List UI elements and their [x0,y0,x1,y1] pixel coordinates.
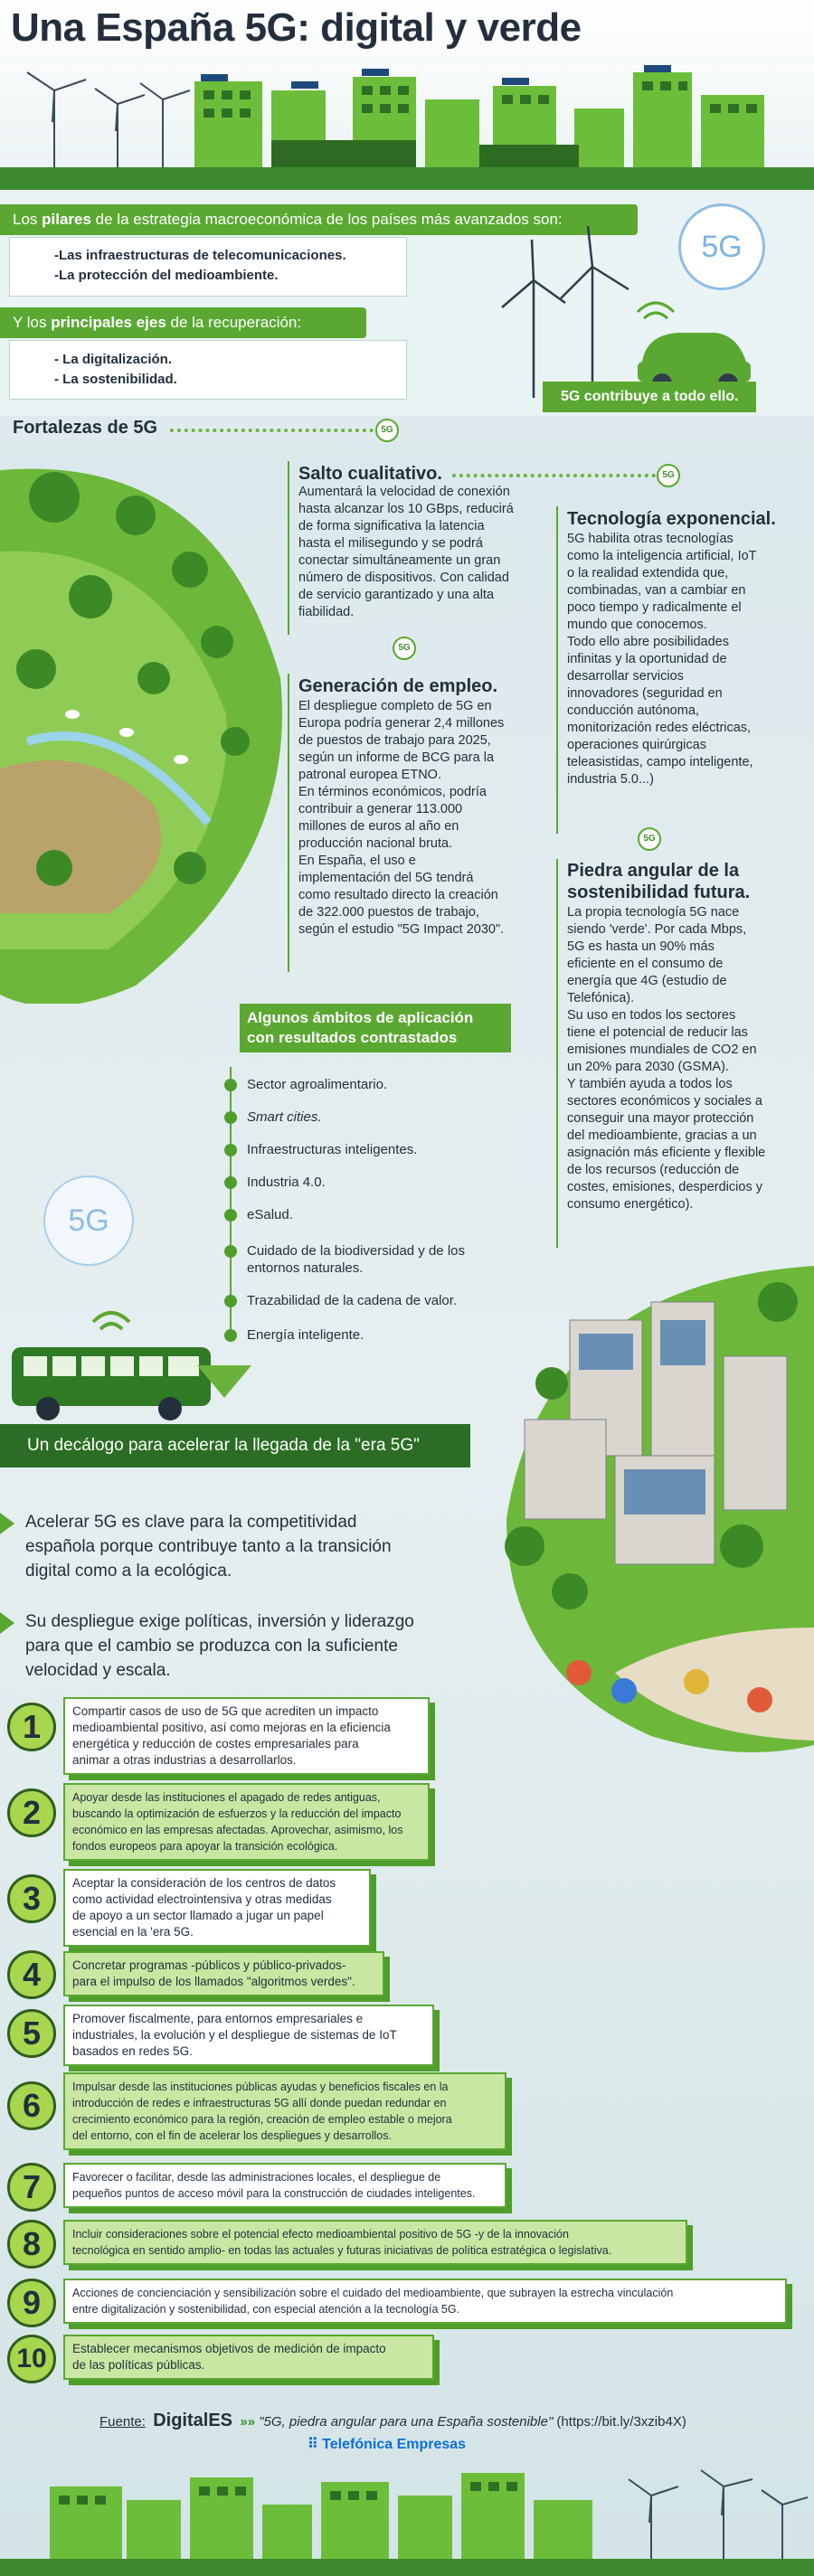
bullet-dot-icon [224,1144,237,1156]
section-text: La propia tecnología 5G nace siendo 'verde'. Por cada Mbps, 5G es hasta un 90% más eficiente en el consumo de energía que 4G (estudio de Telefónica). Su uso en todos los sectores tiene el potencial de reducir las emisiones mundiales de CO2 en un 20% para 2030 (GSMA). Y también ayuda a todos los sectores económicos y sociales a conseguir una mayor protección del medioambiente, gracias a un asignación más eficiente y flexible de los recursos (reducción de costes, emisiones, desperdicios y consumo energético). [567,905,766,1212]
page-title: Una España 5G: digital y verde [11,5,582,50]
section-text: 5G habilita otras tecnologías como la inteligencia artificial, IoT o la realidad extendida que, combinadas, van a cambiar en poco tiempo y radicalmente el mundo que conocemos. Todo ello abre posibilidades infinitas y la oportunidad de desarrollar servicios innovadores (seguridad en conducción autónoma, monitorización redes eléctricas, operaciones quirúrgicas teleasistidas, campo inteligente, industria 5.0...) [567,532,757,787]
dotted-connector [170,429,374,432]
section-title: Piedra angular de la sostenibilidad futura. [567,861,751,902]
pillars-list [54,246,346,286]
section-text: Aumentará la velocidad de conexión hasta alcanzar los 10 GBps, reducirá de forma significativa la latencia hasta el milisegundo y se podrá conectar simultáneamente un gran número de dispositivos. Con calidad de servicio garantizado y una alta fiabilidad. [298,485,514,619]
item-number: 7 [7,2163,56,2212]
triangle-marker-icon [0,1612,14,1634]
decalogo-title: Un decálogo para acelerar la llegada de la "era 5G" [27,1436,420,1455]
decalogo-item: Acciones de concienciación y sensibilización sobre el cuidado del medioambiente, que subrayen la estrecha vinculación entre digitalización y sostenibilidad, con especial atención a la tecnología 5G. [63,2279,787,2324]
item-number: 1 [7,1703,56,1751]
ambito-item: Energía inteligente. [247,1327,364,1343]
green-city-illustration [0,2459,814,2576]
ambito-item: Industria 4.0. [247,1175,326,1190]
item-number: 3 [7,1874,56,1923]
key-point: Su despliegue exige políticas, inversión y liderazgo para que el cambio se produzca con la suficiente velocidad y escala. [25,1612,414,1680]
section-divider [556,506,558,834]
green-planet-illustration [0,443,298,1004]
double-arrow-icon: »» [240,2414,256,2430]
decalogo-item: Establecer mecanismos objetivos de medición de impacto de las políticas públicas. [63,2335,434,2380]
decalogo-item: Apoyar desde las instituciones el apagado de redes antiguas, buscando la optimización de esfuerzos y la reducción del impacto económico en las empresas afectadas. Aprovechar, asimismo, los fondos europeos para apoyar la transición ecológica. [63,1783,430,1861]
section-divider [288,674,289,972]
5g-dot-icon: 5G [375,419,399,442]
pillar-item: -La protección del medioambiente. [54,268,279,283]
source-label: Fuente: [99,2414,146,2430]
5g-dot-icon: 5G [638,827,661,851]
item-number: 5 [7,2009,56,2058]
source-link[interactable]: (https://bit.ly/3xzib4X) [553,2414,686,2430]
section-title: Tecnología exponencial. [567,509,776,529]
section-title: Salto cualitativo. [298,464,442,484]
source-brand: DigitalES [153,2411,233,2430]
ambito-item: eSalud. [247,1207,293,1222]
decalogo-item: Compartir casos de uso de 5G que acrediten un impacto medioambiental positivo, así como mejoras en la eficiencia energética y reducción de costes empresariales para animar a otras industrias a desarrollarlos. [63,1697,430,1775]
ambito-item: Trazabilidad de la cadena de valor. [247,1293,458,1308]
source-line [99,2411,686,2431]
item-number: 9 [7,2279,56,2327]
telefonica-logo: ⠿ Telefónica Empresas [308,2437,467,2452]
item-number: 4 [7,1950,56,1999]
bullet-dot-icon [224,1245,237,1258]
green-bus-illustration [7,1302,215,1429]
axes-list [54,350,177,390]
5g-badge-icon: 5G [678,203,765,290]
ambito-item: Infraestructuras inteligentes. [247,1142,418,1157]
fortalezas-title: Fortalezas de 5G [13,418,158,438]
bullet-dot-icon [224,1111,237,1124]
section-text: El despliegue completo de 5G en Europa podría generar 2,4 millones de puestos de trabajo para 2025, según un informe de BCG para la patronal europea ETNO. En términos económicos, podría contribuir a generar 113.000 millones de euros al año en producción nacional bruta. En España, el uso e implementación del 5G tendrá como resultado directo la creación de 322.000 puestos de trabajo, según el estudio "5G Impact 2030". [298,699,505,937]
pillar-item: -Las infraestructuras de telecomunicaciones. [54,248,346,263]
source-title[interactable]: "5G, piedra angular para una España sostenible" [259,2414,554,2430]
intro-panel [0,190,814,416]
ambito-item: Smart cities. [247,1109,322,1125]
decalogo-item: Impulsar desde las instituciones públicas ayudas y beneficios fiscales en la introducción de redes e infraestructuras 5G allí donde puedan redundar en crecimiento económico para la región, creación de empleo estable o mejora del entorno, con el fin de acelerar los despliegues y desarrollos. [63,2072,506,2150]
ambito-item: Cuidado de la biodiversidad y de los entornos naturales. [247,1243,465,1276]
item-number: 10 [7,2335,56,2383]
5g-dot-icon: 5G [657,464,680,487]
bullet-dot-icon [224,1176,237,1189]
dotted-connector [452,474,656,477]
section-divider [556,859,558,1248]
axes-label: Y los principales ejes de la recuperación: [0,307,366,338]
axis-item: - La digitalización. [54,352,173,367]
bullet-dot-icon [224,1079,237,1091]
section-divider [288,461,289,635]
decalogo-item: Concretar programas -públicos y público-privados- para el impulso de los llamados "algoritmos verdes". [63,1951,384,1996]
key-point: Acelerar 5G es clave para la competitividad española porque contribuye tanto a la transición digital como a la ecológica. [25,1513,392,1581]
city-globe-illustration [470,1248,814,1754]
ambito-item: Sector agroalimentario. [247,1077,388,1092]
pillars-label: Los pilares de la estrategia macroeconómica de los países más avanzados son: [0,204,638,235]
arrow-down-icon [197,1365,251,1398]
5g-badge-icon: 5G [43,1175,134,1266]
item-number: 2 [7,1788,56,1837]
decalogo-item: Incluir consideraciones sobre el potencial efecto medioambiental positivo de 5G -y de la innovación tecnológica en sentido amplio- en todas las actuales y futuras iniciativas de política estratégica o legislativa. [63,2220,687,2265]
bullet-dot-icon [224,1209,237,1222]
5g-contribution-banner: 5G contribuye a todo ello. [543,382,756,412]
triangle-marker-icon [0,1513,14,1534]
5g-dot-icon: 5G [393,637,416,660]
decalogo-item: Favorecer o facilitar, desde las administraciones locales, el despliegue de pequeños puntos de acceso móvil para la construcción de ciudades inteligentes. [63,2163,506,2208]
item-number: 8 [7,2220,56,2269]
decalogo-item: Promover fiscalmente, para entornos empresariales e industriales, la evolución y el despliegue de sistemas de IoT basados en redes 5G. [63,2005,434,2066]
decalogo-item: Aceptar la consideración de los centros de datos como actividad electrointensiva y otras medidas de apoyo a un sector llamado a jugar un papel esencial en la 'era 5G. [63,1869,371,1947]
green-city-illustration [0,54,814,190]
item-number: 6 [7,2081,56,2130]
bullet-dot-icon [224,1329,237,1342]
axis-item: - La sostenibilidad. [54,372,177,387]
ambitos-title: Algunos ámbitos de aplicación con resultados contrastados [240,1004,511,1052]
bullet-dot-icon [224,1295,237,1307]
section-title: Generación de empleo. [298,676,498,696]
